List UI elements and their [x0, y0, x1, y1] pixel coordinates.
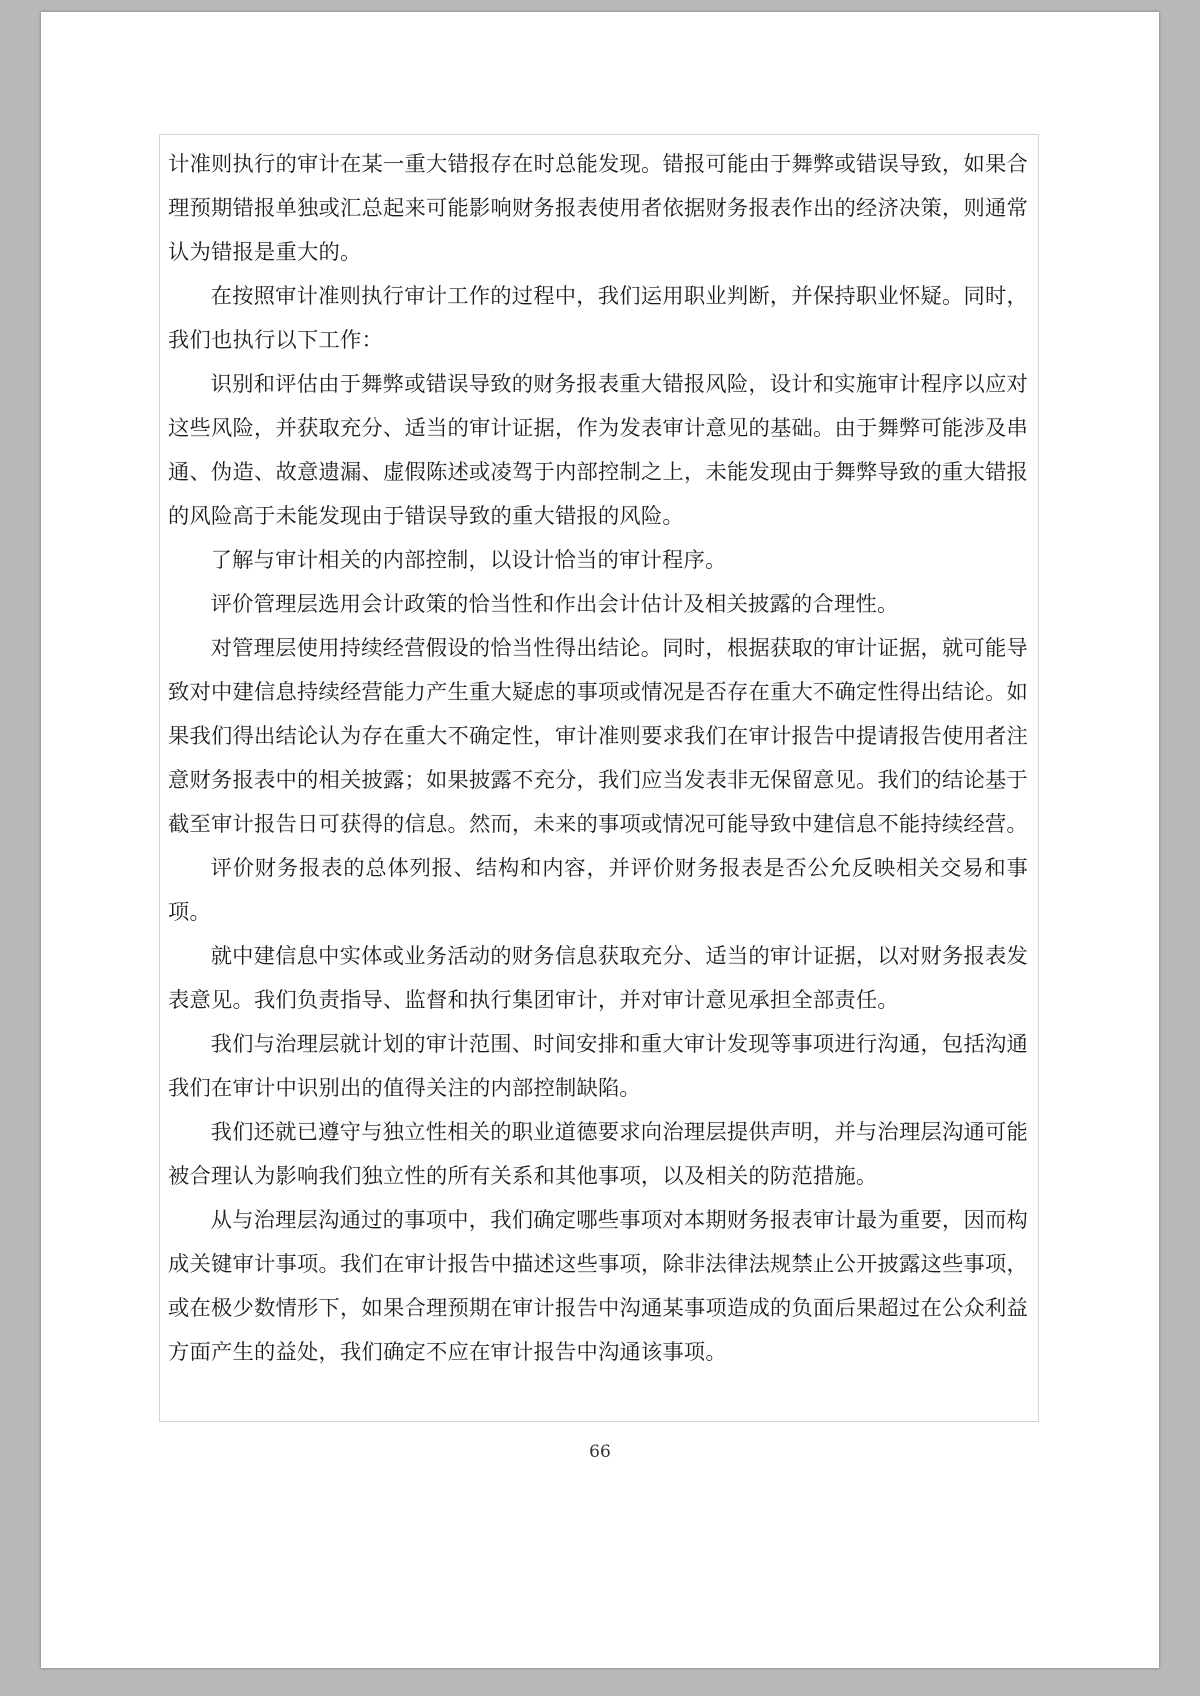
- paragraph: 计准则执行的审计在某一重大错报存在时总能发现。错报可能由于舞弊或错误导致，如果合理预期错报单独或汇总起来可能影响财务报表使用者依据财务报表作出的经济决策，则通常认为错报是重大的。: [168, 152, 1028, 265]
- paragraph: 了解与审计相关的内部控制，以设计恰当的审计程序。: [210, 548, 727, 573]
- paragraph: 评价财务报表的总体列报、结构和内容，并评价财务报表是否公允反映相关交易和事项。: [168, 856, 1028, 925]
- paragraph: 对管理层使用持续经营假设的恰当性得出结论。同时，根据获取的审计证据，就可能导致对中建信息持续经营能力产生重大疑虑的事项或情况是否存在重大不确定性得出结论。如果我们得出结论认为存在重大不确定性，审计准则要求我们在审计报告中提请报告使用者注意财务报表中的相关披露；如果披露不充分，我们应当发表非无保留意见。我们的结论基于截至审计报告日可获得的信息。然而，未来的事项或情况可能导致中建信息不能持续经营。: [168, 636, 1028, 837]
- document-page: [41, 12, 1159, 1668]
- paragraph: 我们还就已遵守与独立性相关的职业道德要求向治理层提供声明，并与治理层沟通可能被合理认为影响我们独立性的所有关系和其他事项，以及相关的防范措施。: [168, 1120, 1028, 1189]
- paragraph: 就中建信息中实体或业务活动的财务信息获取充分、适当的审计证据，以对财务报表发表意见。我们负责指导、监督和执行集团审计，并对审计意见承担全部责任。: [168, 944, 1028, 1013]
- text-frame: [159, 134, 1039, 1422]
- page-number: 66: [589, 1442, 611, 1462]
- paragraph: 评价管理层选用会计政策的恰当性和作出会计估计及相关披露的合理性。: [210, 592, 899, 617]
- paragraph: 在按照审计准则执行审计工作的过程中，我们运用职业判断，并保持职业怀疑。同时，我们也执行以下工作：: [168, 284, 1028, 353]
- document-body: [168, 143, 1028, 1375]
- paragraph: 识别和评估由于舞弊或错误导致的财务报表重大错报风险，设计和实施审计程序以应对这些风险，并获取充分、适当的审计证据，作为发表审计意见的基础。由于舞弊可能涉及串通、伪造、故意遗漏、虚假陈述或凌驾于内部控制之上，未能发现由于舞弊导致的重大错报的风险高于未能发现由于错误导致的重大错报的风险。: [168, 372, 1028, 529]
- paragraph: 我们与治理层就计划的审计范围、时间安排和重大审计发现等事项进行沟通，包括沟通我们在审计中识别出的值得关注的内部控制缺陷。: [168, 1032, 1028, 1101]
- paragraph: 从与治理层沟通过的事项中，我们确定哪些事项对本期财务报表审计最为重要，因而构成关键审计事项。我们在审计报告中描述这些事项，除非法律法规禁止公开披露这些事项，或在极少数情形下，如果合理预期在审计报告中沟通某事项造成的负面后果超过在公众利益方面产生的益处，我们确定不应在审计报告中沟通该事项。: [168, 1208, 1028, 1365]
